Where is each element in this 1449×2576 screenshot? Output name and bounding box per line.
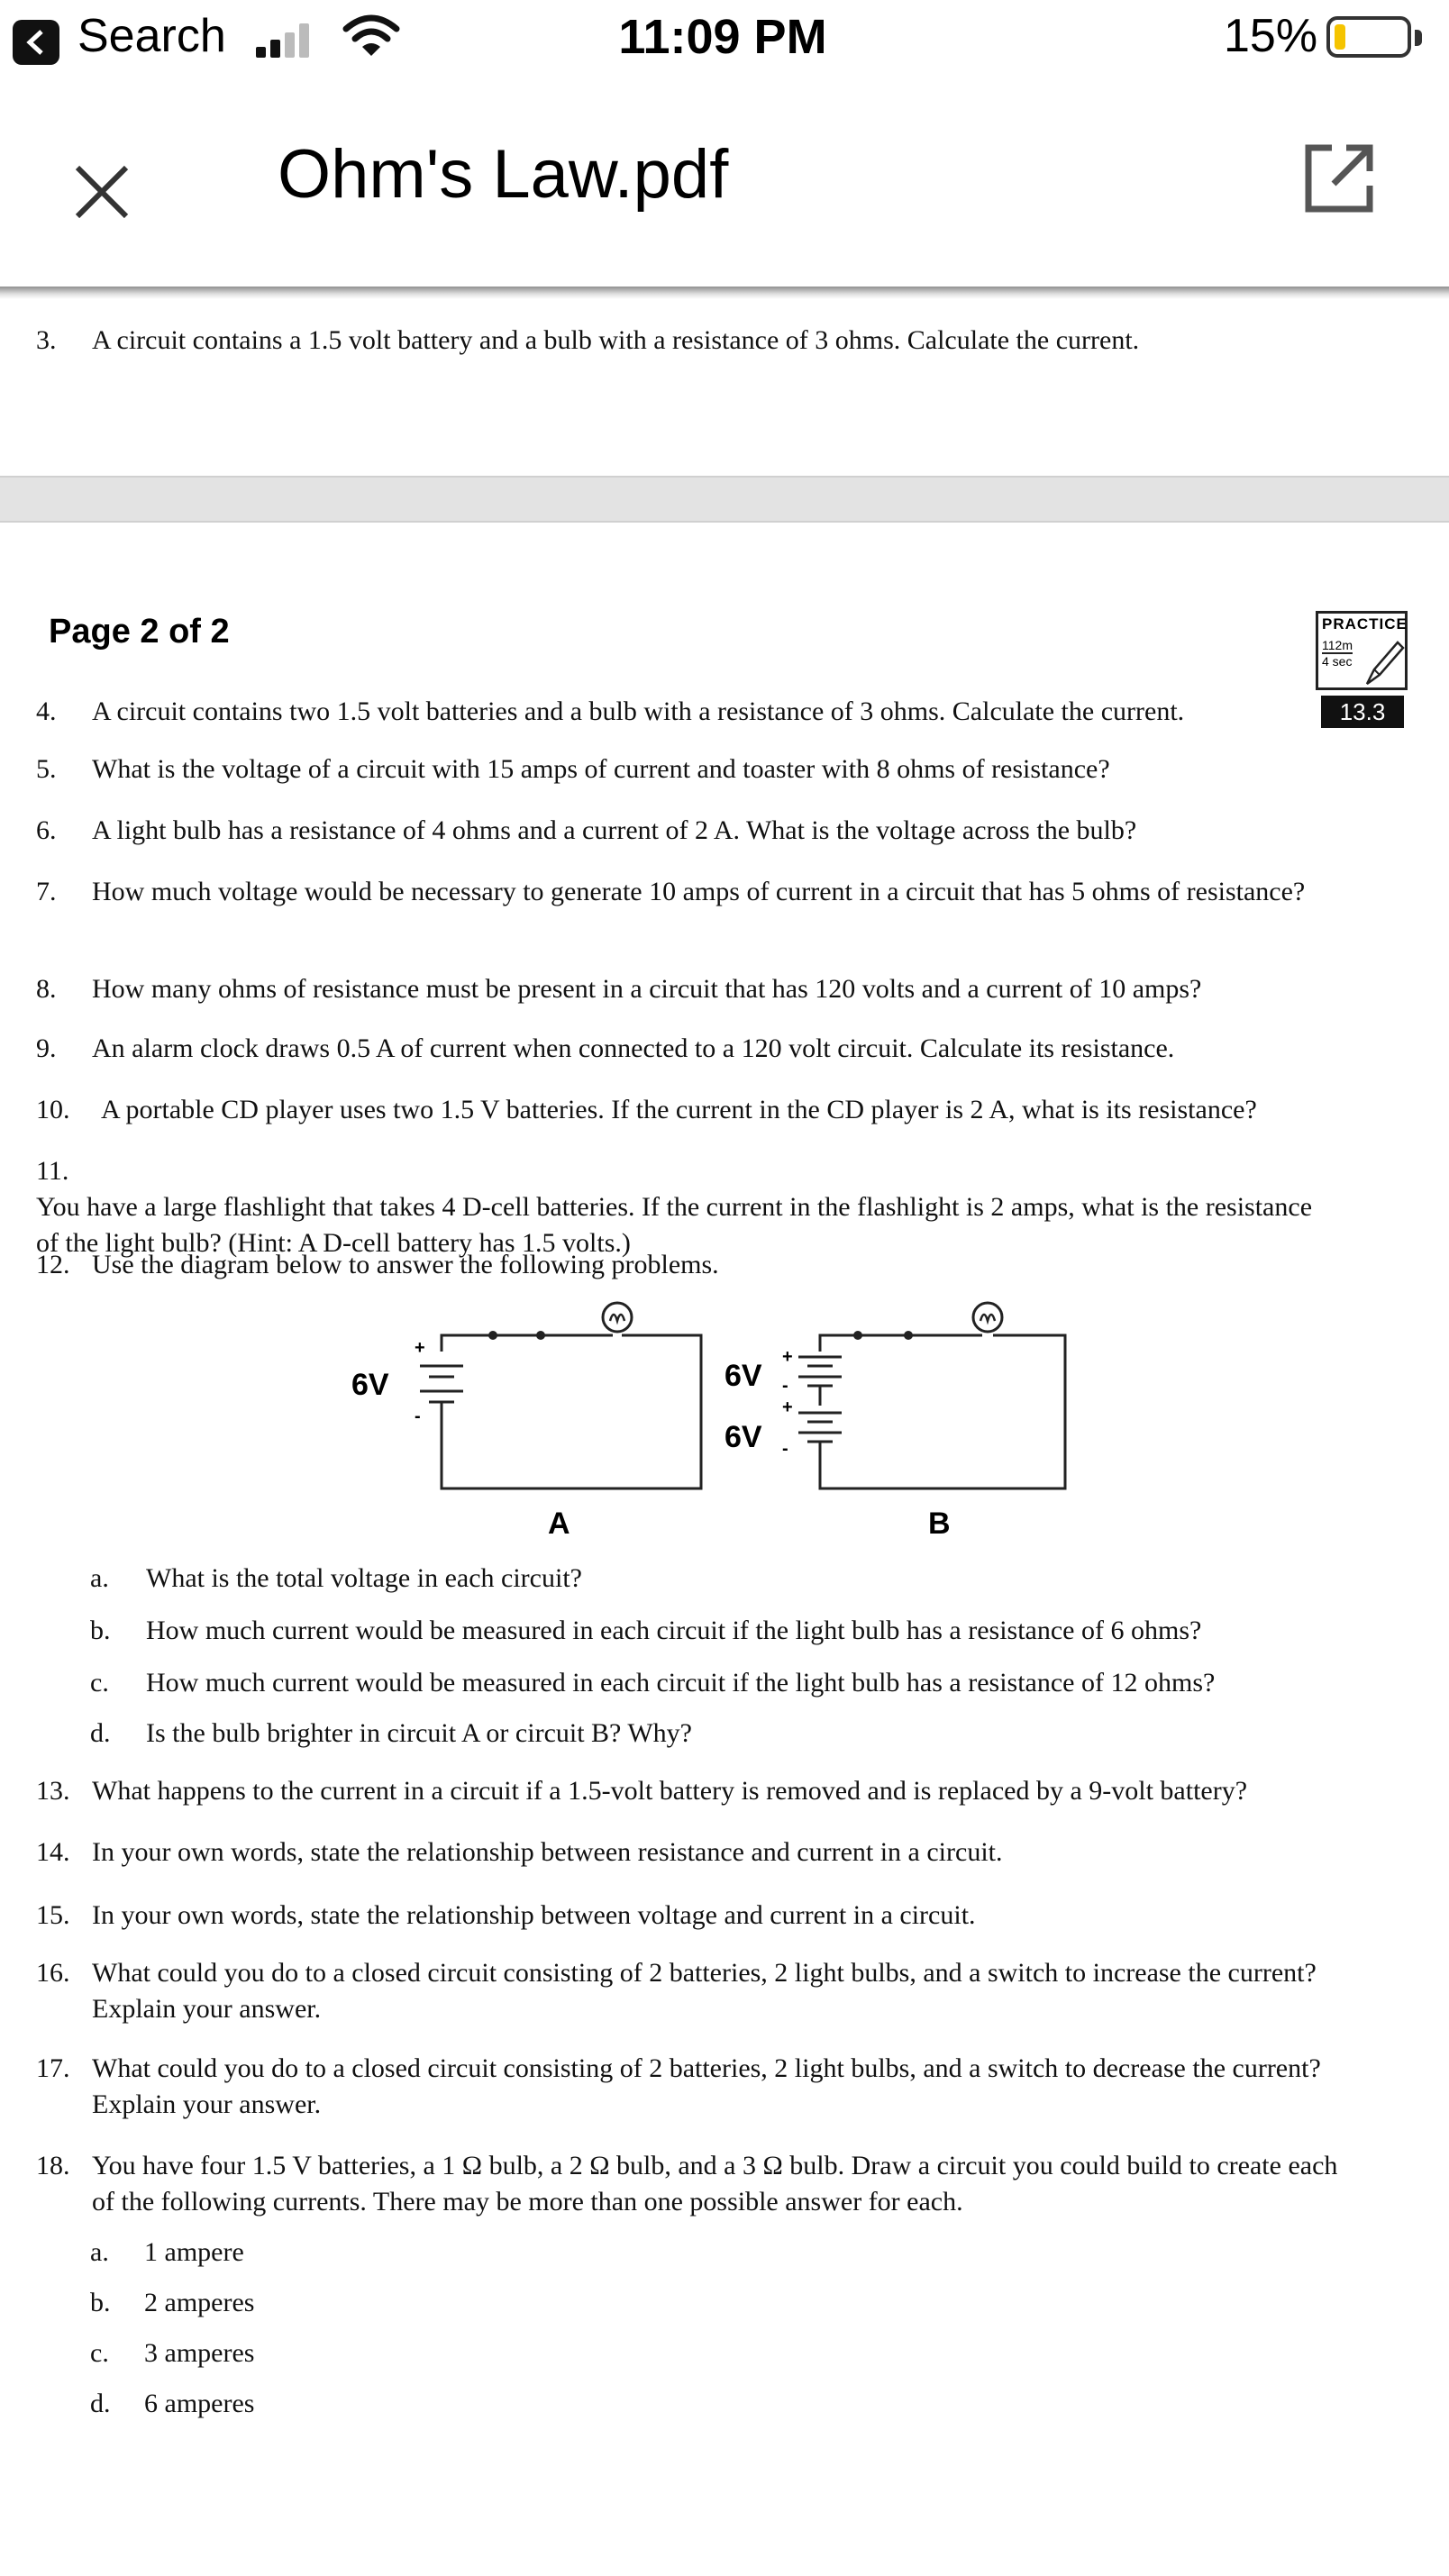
question-number: 12. xyxy=(36,1250,70,1279)
part-letter: a. xyxy=(90,2237,109,2267)
open-external-icon[interactable] xyxy=(1301,142,1375,216)
circuit-a-wire-loop xyxy=(442,1335,701,1488)
circuit-a xyxy=(351,1303,701,1541)
question-11 xyxy=(36,1153,1388,1261)
circuit-b-voltage-bottom: 6V xyxy=(724,1420,762,1454)
question-3 xyxy=(36,323,1388,359)
question-number: 10. xyxy=(36,1095,70,1124)
question-number: 5. xyxy=(36,754,57,784)
question-number: 17. xyxy=(36,2053,70,2083)
question-number: 7. xyxy=(36,877,57,906)
circuit-b xyxy=(724,1303,1065,1541)
question-text: What happens to the current in a circuit if a 1.5-volt battery is removed and is replaced by a 9-volt battery? xyxy=(92,1776,1248,1806)
part-text: 1 ampere xyxy=(144,2237,244,2267)
q18-part-b xyxy=(90,2285,631,2321)
question-text: What could you do to a closed circuit consisting of 2 batteries, 2 light bulbs, and a switch to increase the current? Explain your answer. xyxy=(92,1958,1317,2024)
battery-tip xyxy=(1415,30,1422,46)
question-number: 16. xyxy=(36,1958,70,1988)
question-6 xyxy=(36,813,1388,849)
question-text: What could you do to a closed circuit consisting of 2 batteries, 2 light bulbs, and a switch to decrease the current? Explain your answer. xyxy=(92,2053,1321,2119)
question-number: 14. xyxy=(36,1837,70,1867)
document-title: Ohm's Law.pdf xyxy=(278,136,729,213)
circuit-b-battery-bottom xyxy=(782,1397,842,1460)
question-number: 4. xyxy=(36,696,57,726)
circuit-b-label: B xyxy=(928,1506,951,1541)
question-text: A portable CD player uses two 1.5 V batteries. If the current in the CD player is 2 A, what is its resistance? xyxy=(101,1095,1257,1124)
question-12 xyxy=(36,1247,1388,1283)
plus-sign: + xyxy=(415,1338,425,1358)
question-text: An alarm clock draws 0.5 A of current when connected to a 120 volt circuit. Calculate its resistance. xyxy=(92,1033,1175,1063)
question-17 xyxy=(36,2051,1388,2123)
question-number: 15. xyxy=(36,1900,70,1930)
circuit-b-node xyxy=(904,1331,913,1340)
question-13 xyxy=(36,1773,1388,1809)
question-text: A light bulb has a resistance of 4 ohms and a current of 2 A. What is the voltage across the bulb? xyxy=(92,815,1137,845)
q12-part-b xyxy=(90,1613,1397,1649)
question-18 xyxy=(36,2148,1388,2220)
circuit-b-node xyxy=(853,1331,862,1340)
plus-sign: + xyxy=(782,1397,793,1417)
close-icon[interactable] xyxy=(72,162,132,222)
q18-part-d xyxy=(90,2386,631,2422)
status-bar xyxy=(0,0,1449,81)
plus-sign: + xyxy=(782,1347,793,1367)
question-number: 6. xyxy=(36,815,57,845)
circuit-b-voltage-top: 6V xyxy=(724,1359,762,1393)
question-number: 13. xyxy=(36,1776,70,1806)
q12-part-d xyxy=(90,1716,1397,1752)
q12-part-a xyxy=(90,1561,1397,1597)
question-number: 9. xyxy=(36,1033,57,1063)
part-text: 3 amperes xyxy=(144,2338,255,2368)
circuit-a-voltage: 6V xyxy=(351,1368,389,1402)
svg-text:112m: 112m xyxy=(1322,638,1353,652)
circuit-b-wire-top xyxy=(820,1335,982,1352)
part-letter: b. xyxy=(90,1616,111,1645)
part-letter: a. xyxy=(90,1563,109,1593)
status-time: 11:09 PM xyxy=(618,10,827,64)
question-5 xyxy=(36,751,1388,787)
question-text: In your own words, state the relationship between resistance and current in a circuit. xyxy=(92,1837,1003,1867)
header-shadow xyxy=(0,287,1449,299)
page-separator xyxy=(0,476,1449,523)
question-number: 8. xyxy=(36,974,57,1004)
part-text: Is the bulb brighter in circuit A or circuit B? Why? xyxy=(146,1718,692,1748)
part-letter: c. xyxy=(90,1668,109,1698)
q18-part-c xyxy=(90,2335,631,2371)
part-text: 2 amperes xyxy=(144,2288,255,2317)
pencil-icon xyxy=(1320,633,1407,687)
question-14 xyxy=(36,1834,1388,1871)
page-indicator: Page 2 of 2 xyxy=(49,613,230,651)
question-text: You have four 1.5 V batteries, a 1 Ω bulb, a 2 Ω bulb, and a 3 Ω bulb. Draw a circuit you could build to create each of the following currents. There may be more than one possible answer for each. xyxy=(92,2151,1338,2216)
question-text: A circuit contains two 1.5 volt batteries and a bulb with a resistance of 3 ohms. Calculate the current. xyxy=(92,696,1185,726)
circuit-a-node xyxy=(488,1331,497,1340)
circuit-b-wire-loop xyxy=(820,1335,1065,1488)
circuit-a-bulb-icon xyxy=(603,1303,632,1332)
question-text: How many ohms of resistance must be present in a circuit that has 120 volts and a current of 10 amps? xyxy=(92,974,1202,1004)
back-to-search-link[interactable]: Search xyxy=(77,10,226,62)
circuit-diagram xyxy=(324,1279,1117,1550)
question-text: A circuit contains a 1.5 volt battery and a bulb with a resistance of 3 ohms. Calculate the current. xyxy=(92,325,1140,355)
question-15 xyxy=(36,1898,1388,1934)
circuit-a-node xyxy=(536,1331,545,1340)
minus-sign: - xyxy=(782,1439,788,1459)
question-10 xyxy=(36,1092,1388,1128)
question-9 xyxy=(36,1031,1388,1067)
circuit-a-wire-top xyxy=(442,1335,613,1352)
question-text: In your own words, state the relationship between voltage and current in a circuit. xyxy=(92,1900,976,1930)
svg-text:4 sec: 4 sec xyxy=(1322,654,1353,669)
question-text: Use the diagram below to answer the following problems. xyxy=(92,1250,719,1279)
minus-sign: - xyxy=(415,1406,421,1426)
circuit-b-battery-top xyxy=(782,1347,842,1396)
circuit-a-battery xyxy=(415,1338,463,1426)
battery-percent: 15% xyxy=(1224,10,1318,62)
part-text: How much current would be measured in each circuit if the light bulb has a resistance of 12 ohms? xyxy=(146,1668,1216,1698)
question-text: You have a large flashlight that takes 4 D-cell batteries. If the current in the flashlight is 2 amps, what is the resistance of the light bulb? (Hint: A D-cell battery has 1.5 volts.) xyxy=(36,1192,1313,1258)
practice-box xyxy=(1316,611,1408,690)
question-number: 11. xyxy=(36,1156,69,1186)
minus-sign: - xyxy=(782,1376,788,1396)
q12-part-c xyxy=(90,1665,1397,1701)
circuit-a-label: A xyxy=(548,1506,570,1541)
battery-icon xyxy=(1326,16,1411,58)
q18-part-a xyxy=(90,2235,631,2271)
question-16 xyxy=(36,1955,1388,2027)
question-8 xyxy=(36,971,1388,1007)
question-7 xyxy=(36,874,1388,910)
practice-word: PRACTICE xyxy=(1322,615,1408,633)
question-number: 3. xyxy=(36,325,57,355)
question-4 xyxy=(36,694,1388,730)
part-letter: c. xyxy=(90,2338,109,2368)
practice-badge: 13.3 xyxy=(1321,696,1404,728)
part-letter: d. xyxy=(90,1718,111,1748)
part-letter: b. xyxy=(90,2288,111,2317)
part-letter: d. xyxy=(90,2389,111,2418)
part-text: 6 amperes xyxy=(144,2389,255,2418)
question-number: 18. xyxy=(36,2151,70,2180)
circuit-b-bulb-icon xyxy=(973,1303,1002,1332)
question-text: How much voltage would be necessary to generate 10 amps of current in a circuit that has 5 ohms of resistance? xyxy=(92,877,1306,906)
part-text: What is the total voltage in each circuit? xyxy=(146,1563,582,1593)
part-text: How much current would be measured in each circuit if the light bulb has a resistance of 6 ohms? xyxy=(146,1616,1202,1645)
question-text: What is the voltage of a circuit with 15 amps of current and toaster with 8 ohms of resistance? xyxy=(92,754,1110,784)
